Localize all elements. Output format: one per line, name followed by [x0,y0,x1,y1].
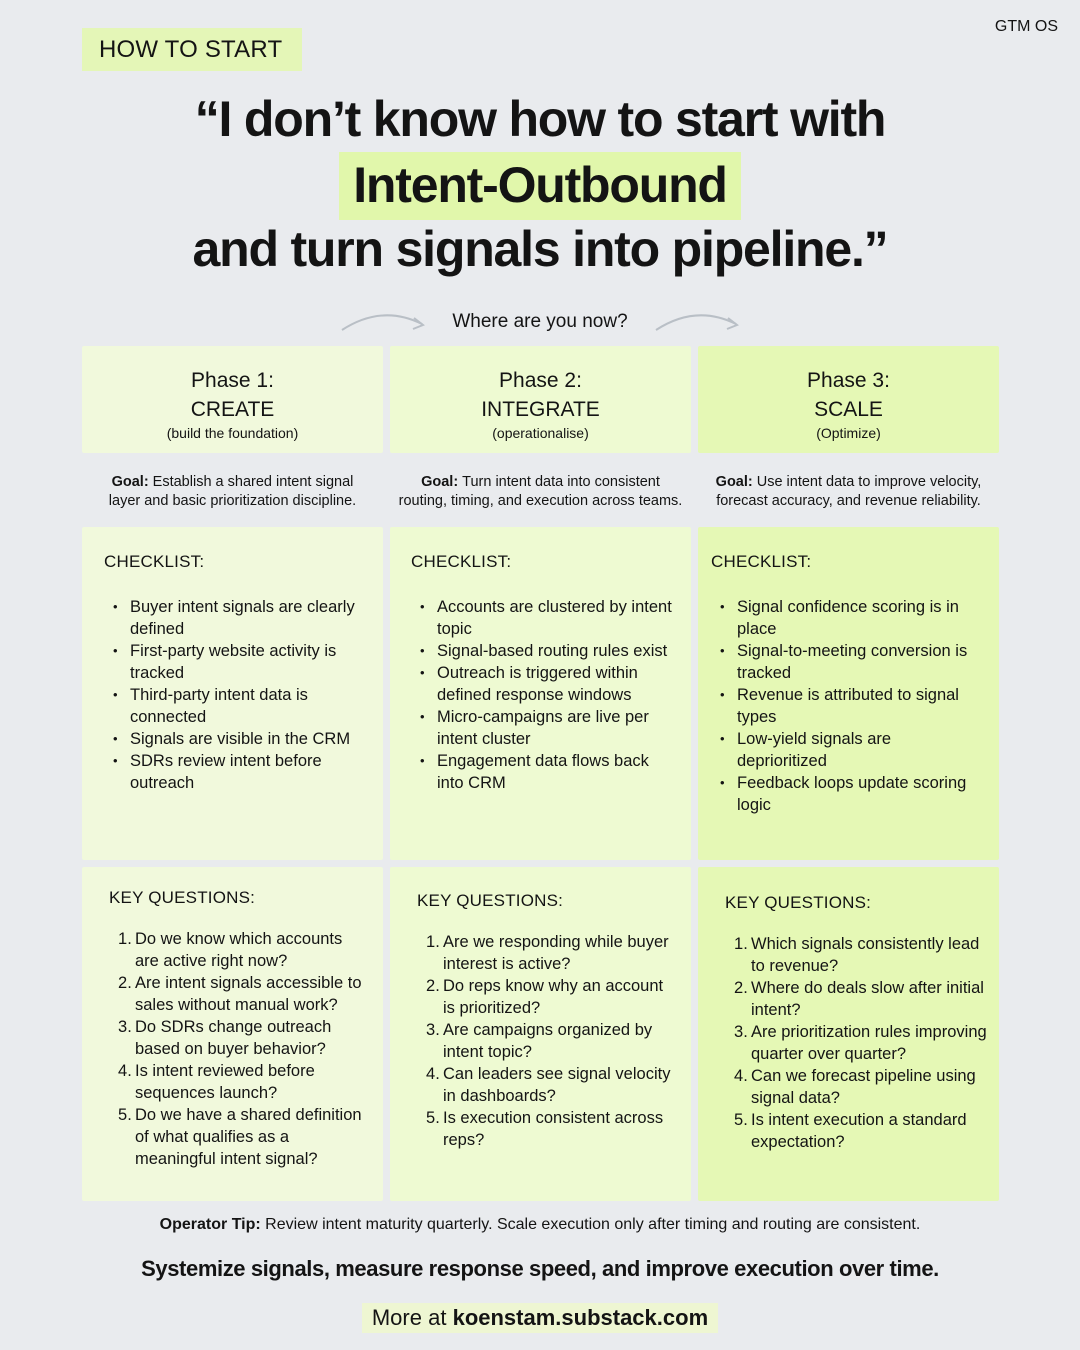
checklist-title: CHECKLIST: [711,552,812,571]
phase-1-checklist-card [82,527,383,860]
question-item: Can leaders see signal velocity in dashboards? [443,1065,671,1105]
checklist-title: CHECKLIST: [104,552,205,571]
checklist-title: CHECKLIST: [411,552,512,571]
goal-label: Goal: [421,474,459,490]
phase-2-checklist [411,596,677,794]
tip-label: Operator Tip: [159,1216,261,1233]
question-item: Is intent execution a standard expectation? [751,1111,967,1151]
phase-3-questions [725,933,989,1153]
phase-3-checklist-card [698,527,999,860]
phase-3-goal [694,473,1003,511]
phase-2-number: Phase 2: [499,369,582,392]
question-item: Do we know which accounts are active right now? [135,930,343,970]
goal-text-line-2: forecast accuracy, and revenue reliability. [716,493,981,509]
tagline: Systemize signals, measure response speed, and improve execution over time. [141,1256,939,1281]
operator-tip [0,1216,1080,1234]
more-prefix: More at [371,1305,447,1330]
headline-highlight: Intent-Outbound [339,152,741,220]
phase-2-name: INTEGRATE [481,398,600,421]
phase-1-header [82,346,383,453]
checklist-item: • First-party website activity is tracked [104,640,365,684]
phase-2-checklist-card [390,527,691,860]
goal-label: Goal: [111,474,149,490]
phase-3-number: Phase 3: [807,369,890,392]
question-item: Are campaigns organized by intent topic? [443,1021,653,1061]
phase-2-header [390,346,691,453]
checklist-item: • Low-yield signals are deprioritized [711,728,985,772]
goal-label: Goal: [715,474,753,490]
question-item: Are intent signals accessible to sales without manual work? [135,974,362,1014]
phase-1-name: CREATE [190,398,275,421]
phase-1-questions-card [82,867,383,1201]
checklist-item: • SDRs review intent before outreach [104,750,365,794]
phase-1-number: Phase 1: [191,369,274,392]
more-link[interactable] [362,1303,718,1333]
tip-text: Review intent maturity quarterly. Scale execution only after timing and routing are consistent. [265,1216,921,1233]
checklist-item: • Signal-based routing rules exist [411,640,677,662]
curved-arrow-right-icon [652,306,744,336]
where-are-you-label: Where are you now? [452,311,628,332]
headline-line-3: and turn signals into pipeline.” [192,221,888,277]
question-item: Are prioritization rules improving quarter over quarter? [751,1023,987,1063]
question-item: Can we forecast pipeline using signal data? [751,1067,976,1107]
more-link-wrap [0,1303,1080,1333]
questions-title: KEY QUESTIONS: [109,888,256,907]
checklist-item: • Signal-to-meeting conversion is tracked [711,640,985,684]
checklist-item: • Outreach is triggered within defined response windows [411,662,677,706]
phase-3-checklist [711,596,985,816]
checklist-item: • Signal confidence scoring is in place [711,596,985,640]
question-item: Which signals consistently lead to revenue? [751,935,980,975]
headline-highlight-wrap [0,152,1080,220]
questions-title: KEY QUESTIONS: [725,893,872,912]
phase-1-goal [82,473,383,511]
phase-2-subtitle: (operationalise) [492,425,589,441]
goal-text-line-1: Turn intent data into consistent [462,474,660,490]
checklist-item: • Feedback loops update scoring logic [711,772,985,816]
phase-3-subtitle: (Optimize) [816,425,881,441]
goal-text-line-2: routing, timing, and execution across teams. [398,493,683,509]
questions-title: KEY QUESTIONS: [417,891,564,910]
question-item: Is execution consistent across reps? [443,1109,664,1149]
question-item: Do SDRs change outreach based on buyer behavior? [135,1018,332,1058]
goal-text-line-1: Use intent data to improve velocity, [756,474,982,490]
phase-3-header [698,346,999,453]
checklist-item: • Signals are visible in the CRM [104,728,365,750]
section-tag: HOW TO START [82,28,302,71]
phase-3-questions-card [698,867,999,1201]
goal-text-line-1: Establish a shared intent signal [152,474,354,490]
headline-line-1: “I don’t know how to start with [194,91,886,147]
phase-3-name: SCALE [814,398,883,421]
goal-text-line-2: layer and basic prioritization discipline. [108,493,357,509]
question-item: Do reps know why an account is prioritized? [443,977,664,1017]
brand-label: GTM OS [994,18,1058,35]
checklist-item: • Third-party intent data is connected [104,684,365,728]
checklist-item: • Micro-campaigns are live per intent cluster [411,706,677,750]
question-item: Do we have a shared definition of what qualifies as a meaningful intent signal? [135,1106,362,1168]
more-url[interactable]: koenstam.substack.com [452,1305,709,1330]
question-item: Where do deals slow after initial intent? [751,979,984,1019]
checklist-item: • Revenue is attributed to signal types [711,684,985,728]
phase-2-questions-card [390,867,691,1201]
checklist-item: • Engagement data flows back into CRM [411,750,677,794]
phase-2-goal [386,473,695,511]
checklist-item: • Buyer intent signals are clearly defined [104,596,365,640]
phase-1-questions [109,928,369,1170]
question-item: Are we responding while buyer interest is active? [443,933,669,973]
checklist-item: • Accounts are clustered by intent topic [411,596,677,640]
question-item: Is intent reviewed before sequences launch? [135,1062,315,1102]
phase-2-questions [417,931,677,1151]
phase-1-checklist [104,596,365,794]
phase-1-subtitle: (build the foundation) [166,425,299,441]
